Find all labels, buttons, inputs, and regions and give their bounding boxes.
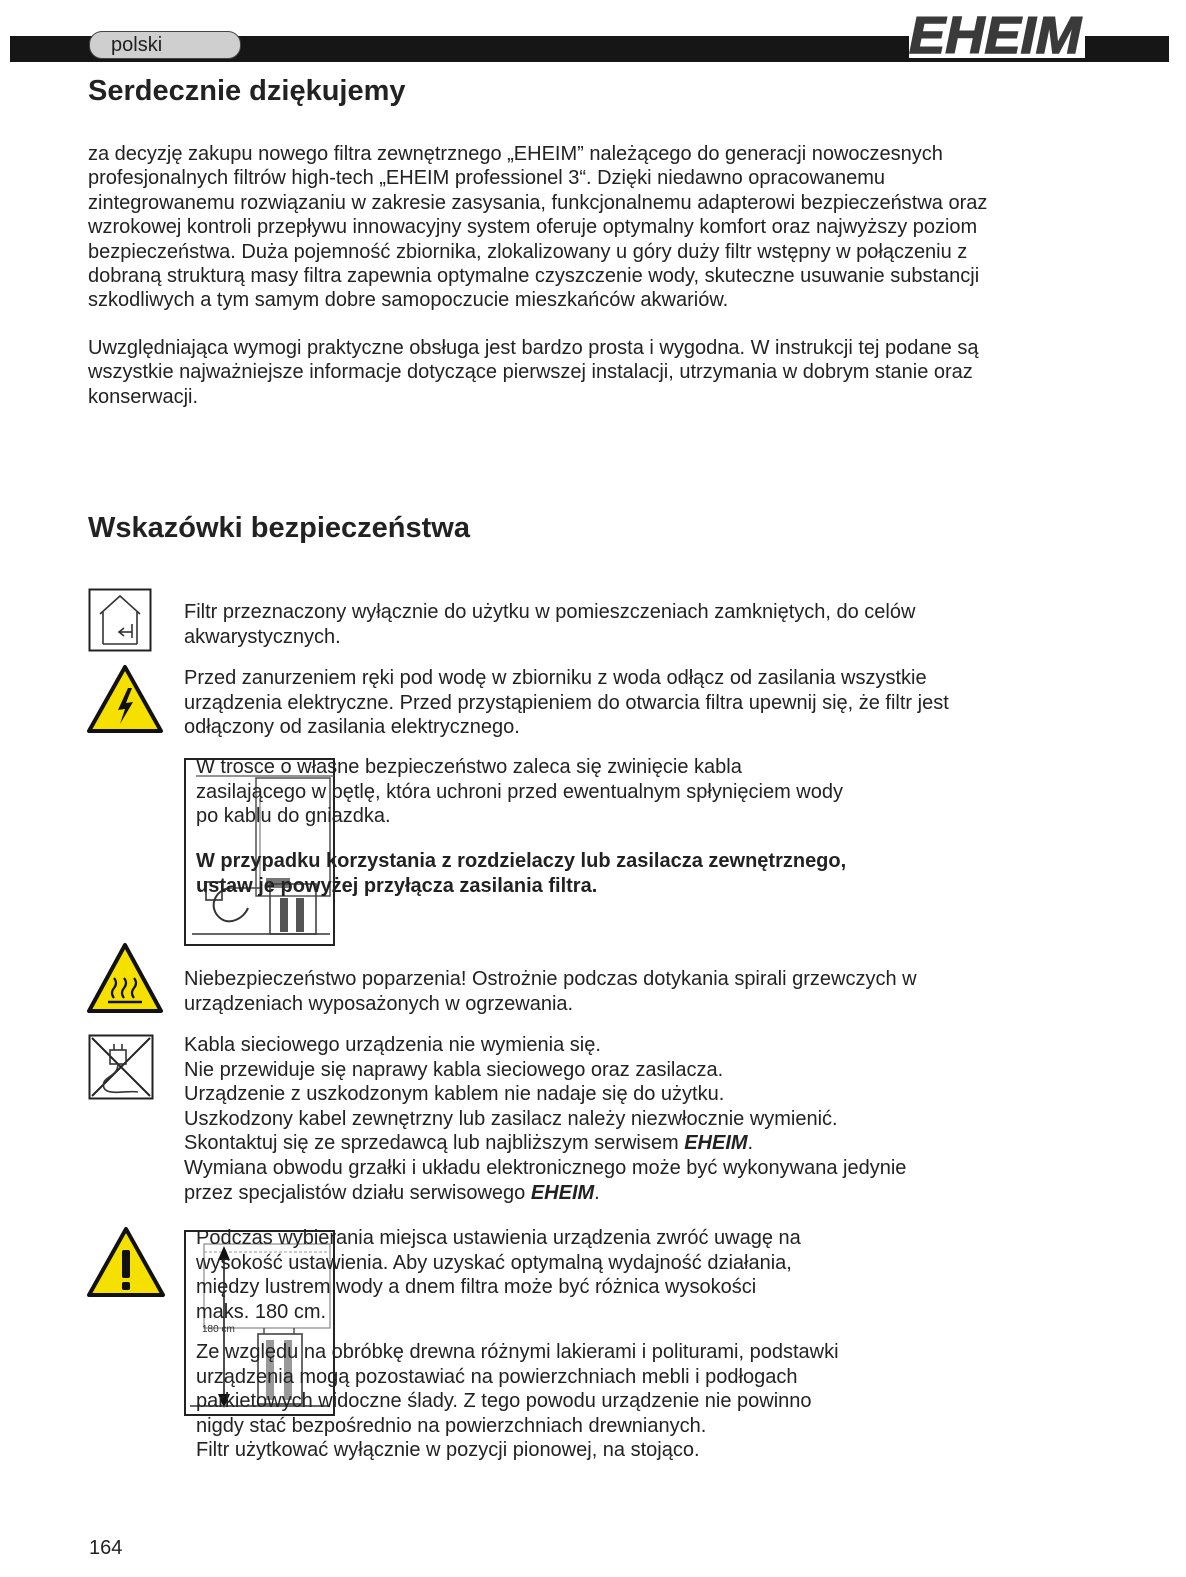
text-line: Filtr przeznaczony wyłącznie do użytku w pomieszczeniach zamkniętych, do celów (184, 601, 916, 623)
text-line (184, 1181, 906, 1206)
wood-surface-text (196, 1340, 839, 1463)
brand-name: EHEIM (684, 1132, 748, 1155)
text-line: odłączony od zasilania elektrycznego. (184, 716, 520, 739)
text-line: W przypadku korzystania z rozdzielaczy lub zasilacza zewnętrznego, (196, 850, 847, 872)
intro-line: wszystkie najważniejsze informacje dotyczące pierwszej instalacji, utrzymania w dobrym stanie oraz (88, 361, 973, 384)
page-number: 164 (89, 1537, 123, 1559)
intro-line: dobraną strukturą masy filtra zapewnia optymalne czyszczenie wody, skuteczne usuwanie substancji (88, 265, 980, 288)
text-fragment: . (594, 1181, 600, 1204)
text-line: nigdy stać bezpośrednio na powierzchniach drewnianych. (196, 1414, 707, 1437)
text-line: Nie przewiduje się naprawy kabla sieciowego oraz zasilacza. (184, 1058, 724, 1081)
text-line: urządzenia mogą pozostawiać na powierzchniach mebli i podłogach (196, 1365, 798, 1388)
cable-loop-text (196, 755, 843, 829)
text-line: Podczas wybierania miejsca ustawienia urządzenia zwróć uwagę na (196, 1227, 801, 1249)
text-fragment: przez specjalistów działu serwisowego (184, 1181, 531, 1204)
text-line: Kabla sieciowego urządzenia nie wymienia się. (184, 1034, 601, 1056)
text-line: ustaw je powyżej przyłącza zasilania filtra. (196, 874, 598, 897)
intro-line: bezpieczeństwa. Duża pojemność zbiornika, zlokalizowany u góry duży filtr wstępny w połączeniu z (88, 240, 968, 263)
text-line: Ze względu na obróbkę drewna różnymi lakierami i politurami, podstawki (196, 1341, 839, 1363)
indoor-use-icon (88, 588, 152, 652)
language-tab: polski (89, 31, 241, 59)
power-cord-text (184, 1033, 906, 1205)
electric-warning-icon (86, 664, 164, 734)
no-cord-replacement-icon (88, 1034, 154, 1100)
intro-line: profesjonalnych filtrów high-tech „EHEIM professionel 3“. Dzięki niedawno opracowanemu (88, 167, 886, 190)
text-line: urządzeniach wyposażonych w ogrzewania. (184, 992, 574, 1015)
text-line: wysokość ustawienia. Aby uzyskać optymalną wydajność działania, (196, 1251, 792, 1274)
text-line: Niebezpieczeństwo poparzenia! Ostrożnie podczas dotykania spirali grzewczych w (184, 968, 917, 990)
brand-name: EHEIM (530, 1181, 595, 1204)
text-line: parkietowych widoczne ślady. Z tego powodu urządzenie nie powinno (196, 1390, 812, 1413)
general-warning-icon (86, 1226, 166, 1298)
intro-line: wzrokowej kontroli przepływu innowacyjny system oferuje optymalny komfort oraz najwyższy poziom (88, 216, 978, 239)
cable-loop-bold-text (196, 849, 846, 898)
page-title: Serdecznie dziękujemy (88, 75, 406, 107)
height-label: 180 cm (202, 1324, 235, 1335)
intro-line: konserwacji. (88, 385, 199, 408)
text-line: Przed zanurzeniem ręki pod wodę w zbiorniku z woda odłącz od zasilania wszystkie (184, 667, 927, 689)
text-line: między lustrem wody a dnem filtra może być różnica wysokości (196, 1276, 757, 1299)
text-line: Filtr użytkować wyłącznie w pozycji pionowej, na stojąco. (196, 1439, 700, 1462)
electric-warning-text (184, 666, 949, 740)
indoor-use-text (184, 600, 915, 649)
intro-line: zintegrowanemu rozwiązaniu w zakresie zasysania, funkcjonalnemu adapterowi bezpieczeństwa oraz (88, 191, 988, 214)
hot-surface-warning-icon (86, 942, 164, 1014)
text-fragment: Skontaktuj się ze sprzedawcą lub najbliższym serwisem (184, 1132, 685, 1155)
logo-text: EHEIM (909, 7, 1083, 62)
text-line: Urządzenie z uszkodzonym kablem nie nadaje się do użytku. (184, 1083, 725, 1106)
text-line: akwarystycznych. (184, 625, 341, 648)
text-line: W trosce o własne bezpieczeństwo zaleca się zwinięcie kabla (196, 756, 742, 778)
text-line: maks. 180 cm. (196, 1300, 327, 1323)
text-fragment: . (747, 1132, 754, 1155)
text-line: zasilającego w pętlę, która uchroni przed ewentualnym spłynięciem wody (196, 780, 843, 803)
text-line (184, 1131, 906, 1156)
intro-line: szkodliwych a tym samym dobre samopoczucie mieszkańców akwariów. (88, 289, 729, 312)
eheim-logo (903, 6, 1088, 62)
hot-surface-text (184, 967, 917, 1016)
text-line: urządzenia elektryczne. Przed przystąpieniem do otwarcia filtra upewnij się, że filtr jest (184, 691, 949, 714)
text-line: Uszkodzony kabel zewnętrzny lub zasilacz należy niezwłocznie wymienić. (184, 1107, 838, 1130)
text-line: Wymiana obwodu grzałki i układu elektronicznego może być wykonywana jedynie (184, 1156, 907, 1179)
text-line: po kablu do gniazdka. (196, 805, 391, 828)
intro-line: Uwzględniająca wymogi praktyczne obsługa jest bardzo prosta i wygodna. W instrukcji tej podane są (88, 337, 979, 359)
intro-paragraph-2 (88, 336, 1088, 409)
safety-title: Wskazówki bezpieczeństwa (88, 512, 470, 544)
intro-line: za decyzję zakupu nowego filtra zewnętrznego „EHEIM” należącego do generacji nowoczesnych (88, 143, 943, 165)
intro-paragraph-1 (88, 142, 1088, 313)
installation-height-text (196, 1226, 801, 1324)
